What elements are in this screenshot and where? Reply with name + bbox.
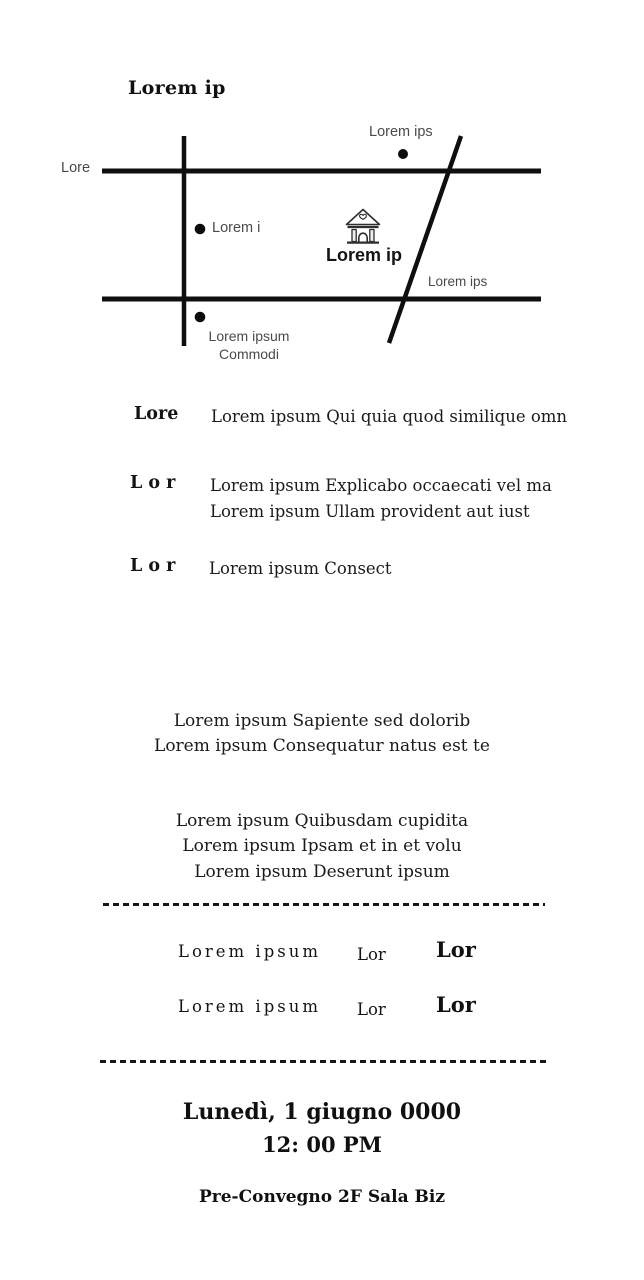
map-poi-label-left: Lorem i	[212, 220, 261, 236]
detail-row1-text: Lorem ipsum Qui quia quod similique omn	[211, 407, 568, 426]
event-time: 12: 00 PM	[262, 1132, 382, 1157]
detail-row2-text-line1: Lorem ipsum Explicabo occaecati vel ma	[210, 476, 552, 495]
schedule-row1-name: Lorem ipsum	[178, 942, 322, 961]
detail-row2-label: L o r	[130, 473, 176, 493]
road-diagonal	[389, 136, 461, 343]
note-block-1	[0, 709, 644, 760]
schedule-row2-detail: Lor	[357, 1000, 386, 1019]
map-street-label-left: Lore	[61, 160, 91, 176]
map-poi-label-bottom-line2: Commodi	[219, 345, 279, 362]
note-block-2-line3: Lorem ipsum Deserunt ipsum	[194, 861, 450, 882]
schedule-row1-value: Lor	[436, 937, 476, 962]
event-date: Lunedì, 1 giugno 0000	[182, 1099, 462, 1125]
map-poi-label-top: Lorem ips	[369, 124, 433, 140]
poi-dot-top	[398, 149, 408, 159]
detail-row3-label: L o r	[130, 556, 176, 576]
event-location: Pre-Convegno 2F Sala Biz	[198, 1187, 446, 1207]
map-venue-label: Lorem ip	[325, 245, 402, 265]
venue-building-icon	[347, 210, 380, 243]
map-canvas	[0, 0, 644, 380]
schedule-row2-value: Lor	[436, 992, 476, 1017]
detail-row2-text	[210, 473, 552, 524]
note-block-1-line2: Lorem ipsum Consequatur natus est te	[154, 736, 490, 757]
note-block-1-line1: Lorem ipsum Sapiente sed dolorib	[173, 711, 471, 731]
schedule-row1-detail: Lor	[357, 945, 386, 964]
map-poi-label-bottom-line1: Lorem ipsum	[208, 328, 290, 344]
map-street-label-right: Lorem ips	[428, 274, 488, 289]
detail-row2-text-line2: Lorem ipsum Ullam provident aut iust	[210, 501, 530, 521]
poi-dot-bottom	[195, 312, 206, 323]
map-poi-label-bottom	[199, 328, 299, 363]
dashed-separator-bottom	[100, 1060, 548, 1063]
note-block-2	[0, 809, 644, 885]
schedule-row2-name: Lorem ipsum	[178, 997, 322, 1016]
dashed-separator-top	[103, 903, 545, 906]
poi-dot-left	[195, 224, 206, 235]
detail-row3-text: Lorem ipsum Consect	[209, 559, 392, 578]
note-block-2-line1: Lorem ipsum Quibusdam cupidita	[175, 811, 469, 831]
note-block-2-line2: Lorem ipsum Ipsam et in et volu	[182, 836, 462, 857]
page-title: Lorem ip	[128, 77, 226, 99]
detail-row1-label: Lore	[134, 404, 179, 424]
